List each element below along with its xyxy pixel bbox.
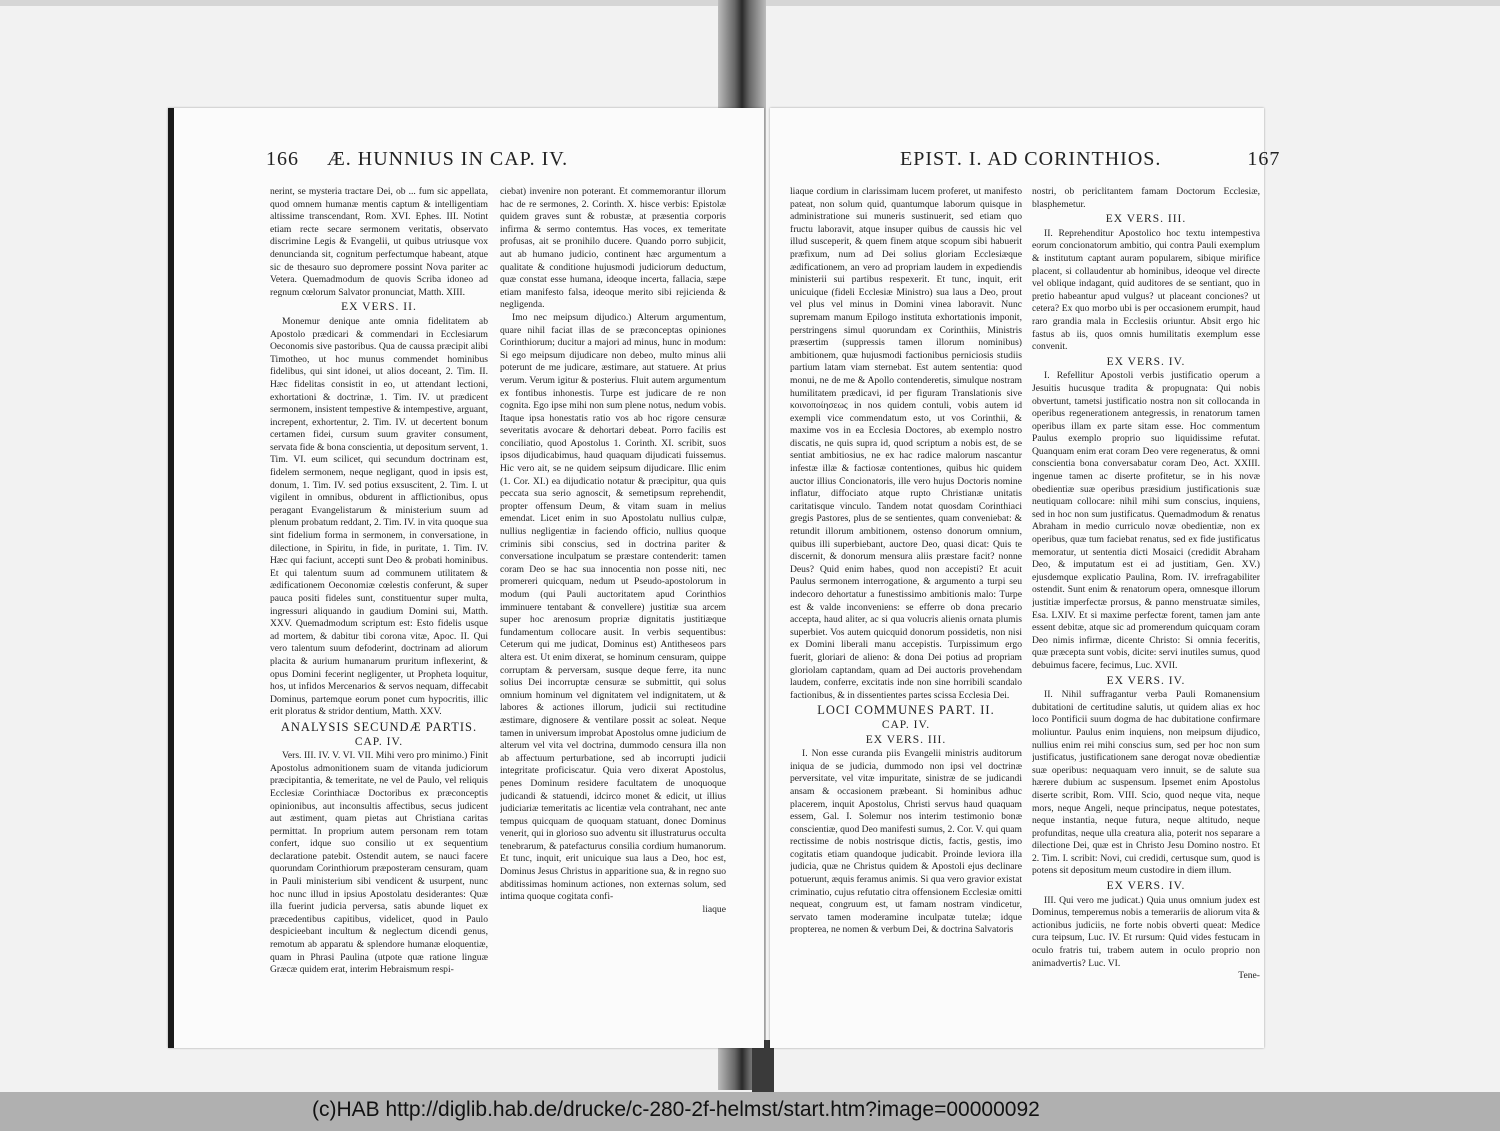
section-heading: EX VERS. III. bbox=[865, 733, 947, 746]
left-running-head bbox=[266, 148, 568, 171]
section-heading: EX VERS. III. bbox=[1105, 213, 1187, 226]
left-page bbox=[168, 108, 764, 1048]
paragraph: nerint, se mysteria tractare Dei, ob ... fum sic appellata, quod omnem humanæ mentis captum & intelligentiam altissime transcendant, Rom. XVI. Ephes. III. Notint etiam recte secare sermonem veritatis, observato discrimine Legis & Evangelii, ut quibus utriusque vox denuncianda sit, cognitum perfectumque habeant, atque sic de thesauro suo depromere possint Nova pariter ac Vetera. Quemadmodum de quovis Scriba idoneo ad regnum cœlorum Salvator pronunciat, Matth. XIII. bbox=[270, 186, 488, 298]
paragraph: III. Qui vero me judicat.) Quia unus omnium judex est Dominus, temperemus nobis a temerariis de aliorum vita & actionibus judiciis, ne forte nobis obverti queat: Medice cura teipsum, Luc. IV. Et rursum: Quid vides festucam in oculo fratris tui, trabem autem in oculo proprio non animadvertis? Luc. VI. bbox=[1032, 894, 1260, 969]
source-caption: (c)HAB http://diglib.hab.de/drucke/c-280-2f-helmst/start.htm?image=00000092 bbox=[312, 1098, 1040, 1121]
section-heading: CAP. IV. bbox=[881, 718, 931, 731]
left-column-1 bbox=[270, 186, 488, 1016]
paragraph: Vers. III. IV. V. VI. VII. Mihi vero pro minimo.) Finit Apostolus admonitionem suam de vitanda judiciorum præcipitantia, & temeritate, ne vel de Paulo, vel reliquis Ecclesiæ Corinthiacæ Doctoribus ex præconceptis opinionibus, aut inconsultis affectibus, secus judicent aut æstiment, quam pietas aut Christiana caritas permittat. In proprium autem personam rem totam confert, idque suo consilio ut ex sequentium declaratione patebit. Ostendit autem, se nauci facere quorundam Corinthiorum præposteram censuram, quam in Pauli ministerium sibi vendicent & usurpent, nunc hoc nunc illud in ipsius Apostolatu desiderantes: Quæ illa fuerint judicia perversa, satis abunde liquet ex præcedentibus capitibus, videlicet, quod in Paulo despicieebant incultum & neglectum dicendi genus, remotum ab apparatu & splendore humanæ eloquentiæ, quam in Phrasi Paulina (utpote quæ ratione linguæ Græcæ quidem erat, interim Hebraismum respi- bbox=[270, 750, 488, 976]
catchword: liaque bbox=[702, 903, 726, 915]
section-heading: EX VERS. IV. bbox=[1106, 674, 1186, 687]
right-running-head bbox=[900, 148, 1280, 171]
section-heading: ANALYSIS SECUNDÆ PARTIS. bbox=[280, 719, 478, 734]
paragraph: II. Reprehenditur Apostolico hoc textu intempestiva eorum concionatorum ambitio, qui contra Pauli exemplum & institutum captant auram popularem, sibique mirifice placent, si collaudentur ab hominibus, ideoque vel directe vel oblique indagant, quid auditores de se sentiant, quo in pretio habeantur apud vulgus? ut placeant conciones? ut cetera? Ex quo morbo ubi is per occasionem erumpit, haud raro grandia mala in Ecclesiis oriuntur. Absit ergo hic fastus ab iis, quos omnis humilitatis exemplum esse convenit. bbox=[1032, 227, 1260, 353]
paragraph: Imo nec meipsum dijudico.) Alterum argumentum, quare nihil faciat illas de se præconceptas opiniones Corinthiorum; ducitur a majori ad minus, hunc in modum: Si ego meipsum dijudicare non debeo, multo minus alii poterunt de me judicare, æstimare, aut statuere. At prius verum. Verum igitur & posterius. Fluit autem argumentum ex fontibus inhonestis. Turpe est judicare de re non cognita. Ego ipse mihi non sum plene notus, nedum vobis. Itaque ipsa honestatis ratio vos ab hoc rigore censuræ severitatis avocare & dehortari debeat. Porro facilis est conciliatio, quod Apostolus 1. Corinth. XI. scribit, suos ipsos dijudicabimus, haud quaquam dijudicati fuissemus. Hic vero ait, se ne quidem seipsum dijudicare. Illic enim (1. Cor. XI.) ea dijudicatio notatur & præcipitur, qua quis peccata sua serio agnoscit, & semetipsum reprehendit, propter offensum Deum, & vitam suam in melius emendat. Licet enim in suo Apostolatu nullius culpæ, nullius negligentiæ in faciendo officio, nullius quoque criminis sibi conscius, sed in doctrina pariter & conversatione inculpatum se præstare contenderit: tamen coram Deo se hac sua innocentia non posse niti, nec promereri quicquam, nedum ut Pseudo-apostolorum in modum (qui Pauli auctoritatem apud Corinthios imminuere tentabant & convellere) justitiæ sua arcem super hoc arenosum propriæ dignitatis justitiæque fundamentum collocare ausit. In verbis sequentibus: Ceterum qui me judicat, Dominus est) Antitheseos pars altera est. Ut enim dixerat, se hominum censuram, quippe corruptam & perversam, susque deque ferre, ita nunc solius Dei incorruptæ censuræ se submittit, qui solus omnium hominum vel dignitatem vel indignitatem, ut & labores & actiones illorum, judicii sui rectitudine æstimare, dignosere & ventilare possit ac soleat. Neque tamen in universum improbat Apostolus omne judicium de alterum vel vita vel doctrina, dummodo censura illa non ab affectuum perturbatione, sed ab incorrupti judicii integritate proficiscatur. Quia vero dixerat Apostolus, penes Dominum residere facultatem de unoquoque judicandi & statuendi, idcirco monet & edicit, ut illius judiciariæ temeritatis ac licentiæ vela contrahant, nec ante tempus quicquam de quoquam statuant, donec Dominus venerit, qui in glorioso suo adventu sit illustraturus occulta tenebrarum, & patefacturus consilia cordium humanorum. Et tunc, inquit, erit unicuique sua laus a Deo, hoc est, Dominus Jesus Christus in apparitione sua, & in regno suo abditissimas hominum actiones, non externas solum, sed intima quoque cogitata confi- bbox=[500, 311, 726, 903]
paragraph: liaque cordium in clarissimam lucem proferet, ut manifesto pateat, non solum quid, quantumque laborum quisque in administratione sui muneris sustinuerit, sed etiam quo fructu laboravit, atque insuper quibus de caussis hic vel illud susceperit, & quem finem atque scopum sibi habuerit præfixum, num ad Dei solius gloriam Ecclesiæque ædificationem, an vero ad propriam laudem in expediendis ministerii sui partibus respexerit. Et tunc, inquit, erit unicuique (fideli Ecclesiæ Ministro) sua laus a Deo, prout vel plus vel minus in Domini vinea laboravit. Nunc supremam manum Epilogo instituta exhortationis imponit, perstringens simul quorundam ex Corinthiis, Ministris præsertim (suppressis tamen illorum nominibus) ambitionem, quæ hujusmodi factionibus perniciosis studiis partium latam viam sternebat. Est autem sententia: quod monui, ne de me & Apollo contenderetis, simulque nostram humilitatem prædicavi, id per figuram Translationis sive κοινοποίησεως in nos quidem contuli, vobis autem id exempli vice commendatum esto, ut vos Corinthii, & maxime vos in ea Ecclesia Doctores, ab exemplo nostro discatis, ne quis supra id, quod scriptum a nobis est, de se sentiat ambitiosius, ne ex hac radice malorum nascantur infestæ illæ & factiosæ contentiones, quibus hic quidem auctor illius Concionatoris, ille vero hujus Doctoris nomine inflatur, diffociato atque rupto Christianæ unitatis caritatisque vinculo. Tandem notat quosdam Corinthiaci gregis Pastores, plus de se sentientes, quam conveniebat: & retundit illorum ambitionem, ostenso donorum omnium, quibus illi superbiebant, auctore Deo, quasi dicat: Quis te discernit, & donorum mensura aliis præstare facit? nonne Deus? Quid enim habes, quod non accepisti? Et acuit Paulus sermonem interrogatione, & argumento a turpi seu indecoro dehortatur a funestissimo ambitionis malo: Turpe est & valde inconveniens: se efferre ob dona precario accepta, haud aliter, ac si qua volucris alienis ornata plumis superbiet. Vos autem quicquid donorum possidetis, non nisi ex Domini liberali manu accepistis. Turpissimum ergo fuerit, gloriari de alieno: & dona Dei potius ad propriam gloriolam captandam, quam ad Dei auctoris provehendam laudem, conferre, excitatis inde non sine horribili scandalo factionibus, & in dissentientes partes scissa Ecclesia Dei. bbox=[790, 186, 1022, 701]
right-running-title: EPIST. I. AD CORINTHIOS. bbox=[900, 148, 1162, 170]
right-column-2 bbox=[1032, 186, 1260, 1016]
left-column-2 bbox=[500, 186, 726, 1016]
section-heading: CAP. IV. bbox=[354, 735, 404, 748]
section-heading: EX VERS. IV. bbox=[1106, 880, 1186, 893]
section-heading: LOCI COMMUNES PART. II. bbox=[817, 703, 995, 718]
right-column-1 bbox=[790, 186, 1022, 1016]
right-page bbox=[770, 108, 1281, 1048]
left-running-title: Æ. HUNNIUS IN CAP. IV. bbox=[327, 148, 569, 170]
section-heading: EX VERS. II. bbox=[341, 301, 417, 314]
paragraph: I. Non esse curanda piis Evangelii ministris auditorum iniqua de se judicia, dummodo non ipsi vel doctrinæ perversitate, vel vitæ impuritate, sinistræ de se judicandi ansam & occasionem præbeant. Si hominibus adhuc placerem, inquit Apostolus, Christi servus haud quaquam essem, Gal. I. Solemur nos interim testimonio bonæ conscientiæ, quod Deo manifesti sumus, 2. Cor. V. qui quam rectissime de nobis nostrisque dictis, factis, gestis, imo cogitatis etiam quandoque judicabit. Proinde leviora illa judicia, quæ ne Christus quidem & Apostoli ejus declinare potuerunt, æquis feramus animis. Si qua vero gravior existat criminatio, cujus refutatio citra offensionem Ecclesiæ omitti nequeat, congruum est, ut famam nostram vindicetur, servato tamen moderamine inculpatæ tutelæ; idque propterea, ne nomen & verbum Dei, & doctrina Salvatoris bbox=[790, 748, 1022, 936]
section-heading: EX VERS. IV. bbox=[1106, 355, 1186, 368]
paragraph: I. Refellitur Apostoli verbis justificatio operum a Jesuitis hucusque tradita & propugnata: Qui nobis obvertunt, tametsi justificatio nostra non sit collocanda in operibus regenerationem antegressis, in renatorum tamen operibus illam ex parte sitam esse. Hoc commentum Paulus exemplo proprio suo liquidissime refutat. Quanquam enim erat coram Deo vere regeneratus, & omni conscientia bona conversabatur coram Deo, Act. XXIII. ingenue tamen ac diserte profitetur, se in his novæ obedientiæ suæ operibus præsidium justificationis suæ neutiquam collocare: nihil mihi sum conscius, inquiens, sed in hoc non sum justificatus. Quemadmodum & renatus Abraham in medio curriculo novæ obedientiæ, non ex operibus, quæ tum faciebat renatus, sed ex fide justificatus memoratur, ut sententia dicti Mosaici (credidit Abraham Deo, & imputatum est ei ad justitiam, Gen. XV.) ejusdemque explicatio Paulina, Rom. IV. irrefragabiliter ostendit. Sunt enim & renatorum opera, omnesque illorum justitiæ imperfectæ prorsus, & panno menstruatæ similes, Esa. LXIV. Et si maxime perfectæ forent, tamen jam ante essent debitæ, atque sic ad promerendum quicquam coram Deo nimis infirmæ, dicente Christo: Si omnia feceritis, quæ præcepta sunt vobis, dicite: servi inutiles sumus, quod debuimus facere, fecimus, Luc. XVII. bbox=[1032, 370, 1260, 671]
right-page-number: 167 bbox=[1247, 148, 1281, 170]
paragraph: nostri, ob periclitantem famam Doctorum Ecclesiæ, blasphemetur. bbox=[1032, 186, 1260, 210]
left-page-number: 166 bbox=[266, 148, 299, 170]
catchword: Tene- bbox=[1238, 970, 1260, 982]
paragraph: Monemur denique ante omnia fidelitatem ab Apostolo prædicari & commendari in Ecclesiarum Oeconomis sive pastoribus. Qua de caussa præcipit alibi Timotheo, ut hoc munus commendet hominibus fidelibus, qui sint idonei, ut alios doceant, 2. Tim. II. Hæc fidelitas consistit in eo, ut attendant lectioni, exhortationi & doctrinæ, 1. Tim. IV. ut prædicent sermonem, insistent tempestive & intempestive, arguant, increpent, exhortentur, 2. Tim. IV. ut decertent bonum certamen fidei, cursum suum graviter consument, servata fide & bona conscientia, ut depositum servent, 1. Tim. VI. eum scilicet, qui secundum doctrinam est, fidelem sermonem, neque negligant, quod in ipsis est, donum, 1. Tim. IV. sed potius exsuscitent, 2. Tim. I. ut vigilent in omnibus, obdurent in afflictionibus, opus peragant Evangelistarum & ministerium suum ad plenum probatum reddant, 2. Tim. IV. in vita quoque sua sint fidelium forma in sermonem, in conversatione, in dilectione, in Spiritu, in fide, in puritate, 1. Tim. IV. Hæc qui faciunt, accepti sunt Deo & probati hominibus. Et qui talentum suum ad communem utilitatem & ædificationem Oeconomiæ cœlestis conferunt, & super pauca positi fideles sunt, constituentur super multa, ingressuri aliquando in gaudium Domini sui, Matth. XXV. Quemadmodum scriptum est: Esto fidelis usque ad mortem, & dabitur tibi corona vitæ, Apoc. II. Qui vero talentum suum defoderint, doctrinam ad aliorum placita & aurium humanarum pruritum inflexerint, & opus Domini fecerint negligenter, ut Propheta loquitur, hos, ut infidos Mercenarios & servos nequam, diffecabit Dominus, partemque eorum ponet cum hypocritis, illic erit ploratus & stridor dentium, Matth. XXV. bbox=[270, 315, 488, 718]
paragraph: II. Nihil suffragantur verba Pauli Romanensium dubitationi de certitudine salutis, ut quidem alias ex hoc loco Pontificii suum dogma de hac dubitatione confirmare moliuntur. Paulus enim inquiens, non meipsum dijudico, nullius enim rei mihi conscius sum, sed per hoc non sum justificatus, justificationem sane derogat novæ obedientiæ suæ operibus: nequaquam vero innuit, se de salute sua hærere dubium ac suspensum. Ipsemet enim Apostolus diserte scribit, Rom. VIII. Scio, quod neque vita, neque mors, neque Angeli, neque principatus, neque potestates, neque instantia, neque futura, neque altitudo, neque profunditas, neque ulla creatura alia, poterit nos separare a dilectione Dei, quæ est in Christo Jesu Domino nostro. Et 2. Tim. I. scribit: Novi, cui credidi, certusque sum, quod is potens sit depositum meum custodire in diem illum. bbox=[1032, 689, 1260, 877]
paragraph: ciebat) invenire non poterant. Et commemorantur illorum hac de re sermones, 2. Corinth. X. hisce verbis: Epistolæ quidem graves sunt & robustæ, at præsentia corporis infirma & sermo contemtus. Has voces, ex temeritate profusas, ait se pronihilo ducere. Quando porro subjicit, aut ab humano judicio, continent hæc argumentum a qualitate & conditione hujusmodi judiciorum deductum, quæ constat esse humana, ideoque incerta, fallacia, sæpe etiam manifesto falsa, ideoque merito sibi rejicienda & negligenda. bbox=[500, 186, 726, 311]
